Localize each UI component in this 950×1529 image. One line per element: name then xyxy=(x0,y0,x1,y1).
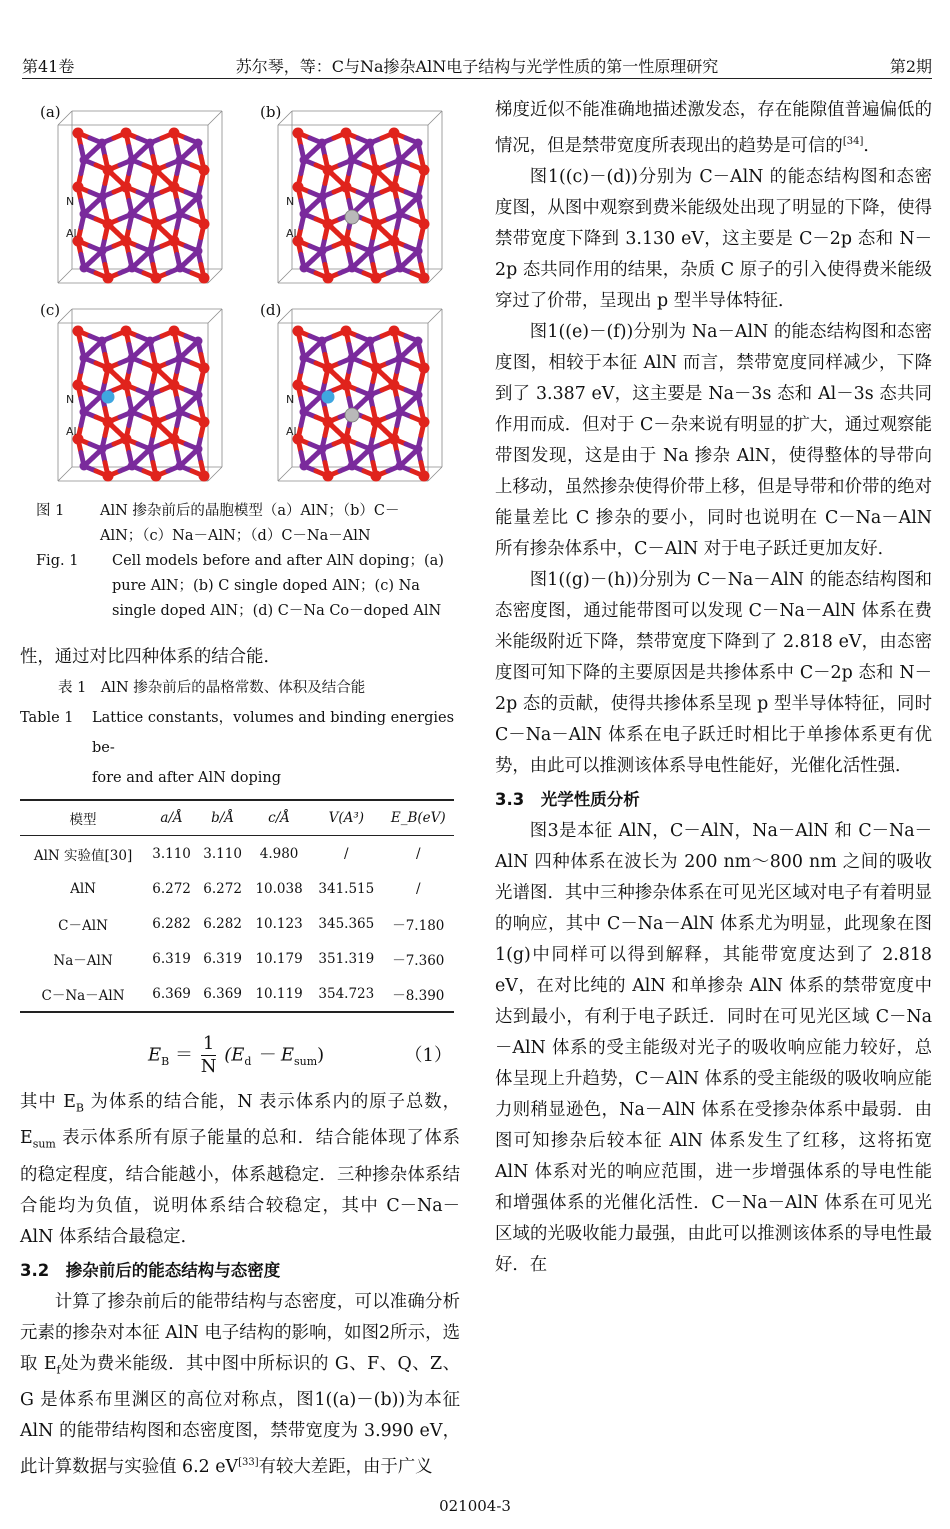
paragraph: 性，通过对比四种体系的结合能． xyxy=(20,647,281,667)
aluminum-atom xyxy=(146,139,155,148)
aluminum-atom xyxy=(194,193,203,202)
aluminum-atom xyxy=(80,408,89,417)
table-cell: 6.369 xyxy=(197,976,248,1012)
aluminum-atom xyxy=(80,354,89,363)
aluminum-atom xyxy=(176,264,185,273)
sodium-atom xyxy=(102,391,115,404)
aluminum-atom xyxy=(348,264,357,273)
caption-en-head: Fig. 1 xyxy=(36,553,79,569)
nitrogen-atom xyxy=(121,380,132,391)
aluminum-atom xyxy=(146,247,155,256)
table-row xyxy=(20,941,454,976)
nitrogen-atom xyxy=(341,236,352,247)
table-header-row xyxy=(20,800,454,836)
figure-panel-d xyxy=(260,301,460,491)
table-cell: 3.110 xyxy=(152,845,191,862)
nitrogen-atom xyxy=(121,128,132,139)
aluminum-atom xyxy=(396,354,405,363)
aluminum-atom xyxy=(128,408,137,417)
nitrogen-atom xyxy=(121,182,132,193)
eq-term: － E xyxy=(251,1044,294,1066)
table-header: c/Å xyxy=(248,800,310,836)
nitrogen-atom xyxy=(419,273,430,284)
aluminum-atom xyxy=(98,337,107,346)
text-run: 处为费米能级．其中图中所标识的 G、F、Q、Z、G 是体系布里渊区的高位对称点，图1((a)－(b))为本征 AlN 的能带结构图和态密度图，禁带宽度为 3.990 eV，此计算数据与实验值 6.2 eV xyxy=(20,1353,460,1478)
aluminum-atom xyxy=(318,193,327,202)
atom-label-n: N xyxy=(66,393,75,406)
aluminum-atom xyxy=(348,354,357,363)
atom-label-al: Al xyxy=(66,227,77,240)
table-header: a/Å xyxy=(146,800,197,836)
aluminum-atom xyxy=(414,193,423,202)
table-cell: 3.110 xyxy=(203,845,242,862)
paragraph xyxy=(20,1287,460,1483)
aluminum-atom xyxy=(366,391,375,400)
atom-label-n: N xyxy=(66,195,75,208)
table-cell: AlN 实验值[30] xyxy=(33,847,133,864)
panel-label: (b) xyxy=(260,103,282,121)
table-cell: 4.980 xyxy=(259,845,299,862)
nitrogen-atom xyxy=(73,326,84,337)
table-cell: 345.365 xyxy=(318,915,375,932)
aluminum-atom xyxy=(98,247,107,256)
aluminum-atom xyxy=(348,462,357,471)
table-cell: Na－AlN xyxy=(53,952,113,969)
aluminum-atom xyxy=(146,337,155,346)
cell-edge xyxy=(278,467,292,481)
carbon-atom xyxy=(345,408,359,422)
text-run: 有较大差距，由于广义 xyxy=(258,1457,433,1478)
nitrogen-atom xyxy=(323,363,334,374)
figure-panel-a xyxy=(40,103,240,293)
nitrogen-atom xyxy=(169,380,180,391)
atom-label-n: N xyxy=(286,195,295,208)
table-cell: 6.369 xyxy=(146,976,197,1012)
nitrogen-atom xyxy=(199,273,210,284)
eq-term: ) xyxy=(317,1044,325,1066)
table-cell: 354.723 xyxy=(310,976,383,1012)
aluminum-atom xyxy=(98,139,107,148)
table-cell: C－AlN xyxy=(58,917,108,934)
aluminum-atom xyxy=(414,139,423,148)
aluminum-atom xyxy=(414,391,423,400)
nitrogen-atom xyxy=(169,182,180,193)
cell-edge xyxy=(208,111,222,125)
citation: [33] xyxy=(238,1457,259,1469)
nitrogen-atom xyxy=(293,128,304,139)
figure-panel-c xyxy=(40,301,240,491)
table-cell: / xyxy=(344,845,349,862)
table-cell: 6.272 xyxy=(203,880,242,897)
sodium-atom xyxy=(322,391,335,404)
nitrogen-atom xyxy=(103,219,114,230)
aluminum-atom xyxy=(366,193,375,202)
paragraph: 图1((e)－(f))分别为 Na－AlN 的能态结构图和态密度图，相较于本征 AlN 而言，禁带宽度同样减少，下降到了 3.387 eV，这主要是 Na－3s 态和 Al－3s 态共同作用而成．但对于 C－杂来说有明显的扩大，通过观察能带图发现，这是由于 Na 掺杂 AlN，使得整体的导带向上移动，虽然掺杂使得价带上移，但是导带和价带的绝对能量差比 C 掺杂的要小，同时也说明在 C－Na－AlN 所有掺杂体系中，C－AlN 对于电子跃迁更加友好． xyxy=(495,321,932,559)
table-row xyxy=(20,906,454,941)
table-cell: 10.179 xyxy=(255,950,303,967)
nitrogen-atom xyxy=(389,326,400,337)
aluminum-atom xyxy=(318,337,327,346)
crystal-model-na-aln xyxy=(40,301,240,491)
aluminum-atom xyxy=(318,445,327,454)
text-subscript: sum xyxy=(32,1137,56,1151)
aluminum-atom xyxy=(414,247,423,256)
running-header xyxy=(22,52,932,79)
table-cell: 351.319 xyxy=(318,950,375,967)
aluminum-atom xyxy=(176,462,185,471)
aluminum-atom xyxy=(366,247,375,256)
nitrogen-atom xyxy=(371,363,382,374)
panel-label: (a) xyxy=(40,103,61,121)
nitrogen-atom xyxy=(199,219,210,230)
nitrogen-atom xyxy=(323,165,334,176)
aluminum-atom xyxy=(318,247,327,256)
aluminum-atom xyxy=(194,337,203,346)
nitrogen-atom xyxy=(169,128,180,139)
table-header: b/Å xyxy=(197,800,248,836)
nitrogen-atom xyxy=(103,417,114,428)
figure-1 xyxy=(20,95,460,495)
cell-edge xyxy=(278,269,292,283)
nitrogen-atom xyxy=(389,434,400,445)
aluminum-atom xyxy=(128,210,137,219)
paragraph: 图3是本征 AlN，C－AlN，Na－AlN 和 C－Na－AlN 四种体系在波长为 200 nm～800 nm 之间的吸收光谱图．其中三种掺杂体系在可见光区域对电子有着明显的响应，其中 C－Na－AlN 体系尤为明显，此现象在图1(g)中同样可以得到解释，其能带宽度达到了 2.818 eV，在对比纯的 AlN 和单掺杂 AlN 体系的禁带宽度中达到最小，有利于电子跃迁．同时在可见光区域 C－Na－AlN 体系的受主能级对光子的吸收响应能力较好，总体呈现上升趋势，C－AlN 体系的受主能级的吸收响应能力则稍显逊色，Na－AlN 体系在受掺杂体系中最弱．由图可知掺杂后较本征 AlN 体系发生了红移，这将拓宽 AlN 体系对光的响应范围，进一步增强体系的导电性能和增强体系的光催化活性．C－Na－AlN 体系在可见光区域的光吸收能力最强，由此可以推测该体系的导电性最好．在 xyxy=(495,820,932,1275)
eq-equals: ＝ xyxy=(174,1044,193,1066)
nitrogen-atom xyxy=(371,165,382,176)
table-cell: －7.180 xyxy=(392,917,445,934)
table-cell: 6.272 xyxy=(152,880,191,897)
nitrogen-atom xyxy=(389,128,400,139)
crystal-model-c-na-aln xyxy=(260,301,460,491)
aluminum-atom xyxy=(396,264,405,273)
running-title: 苏尔琴，等：C与Na掺杂AlN电子结构与光学性质的第一性原理研究 xyxy=(235,57,719,76)
nitrogen-atom xyxy=(371,471,382,482)
nitrogen-atom xyxy=(103,165,114,176)
nitrogen-atom xyxy=(169,434,180,445)
aluminum-atom xyxy=(146,391,155,400)
table-cell: 10.123 xyxy=(255,915,303,932)
aluminum-atom xyxy=(396,462,405,471)
table-cell: 6.319 xyxy=(203,950,242,967)
aluminum-atom xyxy=(80,264,89,273)
nitrogen-atom xyxy=(73,128,84,139)
text-run: 其中 E xyxy=(20,1092,76,1112)
cell-edge xyxy=(208,309,222,323)
table-cell: 6.282 xyxy=(203,915,242,932)
equation-number: （1） xyxy=(404,1045,452,1066)
caption-en-line: Cell models before and after AlN doping；(a) xyxy=(112,553,444,569)
aluminum-atom xyxy=(98,445,107,454)
nitrogen-atom xyxy=(419,219,430,230)
aluminum-atom xyxy=(146,445,155,454)
text-subscript: f xyxy=(56,1363,61,1377)
table-cell: / xyxy=(416,880,421,897)
nitrogen-atom xyxy=(323,417,334,428)
caption-en-line: single doped AlN；(d) C－Na Co－doped AlN xyxy=(112,603,442,619)
nitrogen-atom xyxy=(419,417,430,428)
paragraph xyxy=(495,95,932,162)
nitrogen-atom xyxy=(419,471,430,482)
aluminum-atom xyxy=(176,354,185,363)
nitrogen-atom xyxy=(73,380,84,391)
aluminum-atom xyxy=(146,193,155,202)
aluminum-atom xyxy=(80,210,89,219)
aluminum-atom xyxy=(194,139,203,148)
paragraph: 图1((g)－(h))分别为 C－Na－AlN 的能态结构图和态密度图，通过能带图可以发现 C－Na－AlN 体系在费米能级附近下降，禁带宽度下降到了 2.818 eV，由态密度图可知下降的主要原因是共掺体系中 C－2p 态和 N－2p 态的贡献，使得共掺体系呈现 p 型半导体特征，同时 C－Na－AlN 体系在电子跃迁时相比于单掺体系更有优势，由此可以推测该体系导电性能好，光催化活性强． xyxy=(495,569,932,776)
table-cell: 6.319 xyxy=(152,950,191,967)
aluminum-atom xyxy=(300,462,309,471)
table-cell: －8.390 xyxy=(383,976,454,1012)
aluminum-atom xyxy=(300,354,309,363)
nitrogen-atom xyxy=(341,380,352,391)
nitrogen-atom xyxy=(341,326,352,337)
table-cell: AlN xyxy=(70,880,96,897)
nitrogen-atom xyxy=(199,363,210,374)
table-1-caption-en xyxy=(20,703,460,763)
eq-fraction xyxy=(201,1033,217,1078)
aluminum-atom xyxy=(80,156,89,165)
carbon-atom xyxy=(345,210,359,224)
nitrogen-atom xyxy=(323,219,334,230)
aluminum-atom xyxy=(176,408,185,417)
section-heading: 3.2 掺杂前后的能态结构与态密度 xyxy=(20,1260,281,1280)
aluminum-atom xyxy=(194,247,203,256)
aluminum-atom xyxy=(318,139,327,148)
atom-label-al: Al xyxy=(286,425,297,438)
page-number: 021004-3 xyxy=(439,1497,511,1515)
cell-edge xyxy=(208,467,222,481)
aluminum-atom xyxy=(300,156,309,165)
table-cell: 10.119 xyxy=(248,976,310,1012)
crystal-model-c-aln xyxy=(260,103,460,293)
aluminum-atom xyxy=(128,264,137,273)
table-cell: 341.515 xyxy=(318,880,375,897)
nitrogen-atom xyxy=(103,471,114,482)
table-caption-line: Lattice constants，volumes and binding energies be- xyxy=(92,710,455,756)
issue-label: 第2期 xyxy=(889,57,932,76)
nitrogen-atom xyxy=(199,165,210,176)
aluminum-atom xyxy=(128,462,137,471)
table-row xyxy=(20,871,454,906)
citation: [34] xyxy=(842,136,864,147)
nitrogen-atom xyxy=(151,165,162,176)
eq-subscript: B xyxy=(161,1055,170,1069)
aluminum-atom xyxy=(128,156,137,165)
table-1-caption-cn: 表 1 AlN 掺杂前后的晶格常数、体积及结合能 xyxy=(58,680,366,696)
nitrogen-atom xyxy=(121,434,132,445)
nitrogen-atom xyxy=(151,273,162,284)
nitrogen-atom xyxy=(341,182,352,193)
nitrogen-atom xyxy=(73,182,84,193)
text-run: 表示体系所有原子能量的总和．结合能体现了体系的稳定程度，结合能越小，体系越稳定．三种掺杂体系结合能均为负值，说明体系结合较稳定，其中 C－Na－AlN 体系结合最稳定． xyxy=(20,1128,460,1247)
cell-edge xyxy=(208,269,222,283)
nitrogen-atom xyxy=(103,273,114,284)
nitrogen-atom xyxy=(341,434,352,445)
panel-label: (c) xyxy=(40,301,61,319)
atom-label-al: Al xyxy=(286,227,297,240)
caption-cn-head: 图 1 xyxy=(36,503,65,519)
nitrogen-atom xyxy=(199,417,210,428)
left-column xyxy=(20,95,460,1483)
caption-cn-line: AlN；（c）Na－AlN；（d）C－Na－AlN xyxy=(100,528,371,544)
paragraph xyxy=(20,1087,460,1253)
aluminum-atom xyxy=(194,391,203,400)
figure-panel-b xyxy=(260,103,460,293)
eq-term: (E xyxy=(224,1044,245,1066)
table-cell: 10.038 xyxy=(255,880,303,897)
table-cell: －7.360 xyxy=(392,952,445,969)
table-header: V(A³) xyxy=(310,800,383,836)
aluminum-atom xyxy=(366,445,375,454)
cell-edge xyxy=(428,467,442,481)
nitrogen-atom xyxy=(389,236,400,247)
aluminum-atom xyxy=(414,445,423,454)
section-heading: 3.3 光学性质分析 xyxy=(495,789,640,809)
aluminum-atom xyxy=(176,156,185,165)
nitrogen-atom xyxy=(169,236,180,247)
atom-label-al: Al xyxy=(66,425,77,438)
nitrogen-atom xyxy=(293,326,304,337)
text-run: 为体系的结合能，N 表示体系内的原子总数，E xyxy=(20,1092,460,1149)
aluminum-atom xyxy=(128,354,137,363)
aluminum-atom xyxy=(98,193,107,202)
table-row xyxy=(20,976,454,1012)
crystal-model-aln xyxy=(40,103,240,293)
nitrogen-atom xyxy=(323,471,334,482)
aluminum-atom xyxy=(366,139,375,148)
nitrogen-atom xyxy=(389,182,400,193)
equation-1 xyxy=(20,1025,460,1087)
cell-edge xyxy=(428,269,442,283)
equation-body xyxy=(148,1033,324,1078)
eq-subscript: sum xyxy=(294,1055,318,1069)
volume-label: 第41卷 xyxy=(22,57,75,76)
aluminum-atom xyxy=(80,462,89,471)
cell-edge xyxy=(58,269,72,283)
table-caption-head: Table 1 xyxy=(20,710,74,726)
aluminum-atom xyxy=(300,408,309,417)
nitrogen-atom xyxy=(103,363,114,374)
aluminum-atom xyxy=(366,337,375,346)
right-column xyxy=(495,95,932,1281)
eq-numerator: 1 xyxy=(201,1033,217,1056)
paragraph: 图1((c)－(d))分别为 C－AlN 的能态结构图和态密度图，从图中观察到费米能级处出现了明显的下降，使得禁带宽度下降到 3.130 eV，这主要是 C－2p 态和 N－2p 态共同作用的结果，杂质 C 原子的引入使得费米能级穿过了价带，呈现出 p 型半导体特征． xyxy=(495,166,932,311)
nitrogen-atom xyxy=(419,363,430,374)
aluminum-atom xyxy=(300,264,309,273)
table-header: 模型 xyxy=(20,800,146,836)
nitrogen-atom xyxy=(371,273,382,284)
aluminum-atom xyxy=(396,156,405,165)
caption-en-line: pure AlN；(b) C single doped AlN；(c) Na xyxy=(112,578,420,594)
nitrogen-atom xyxy=(293,380,304,391)
nitrogen-atom xyxy=(419,165,430,176)
aluminum-atom xyxy=(396,210,405,219)
text-run: 梯度近似不能准确地描述激发态，存在能隙值普遍偏低的情况，但是禁带宽度所表现出的趋势是可信的 xyxy=(495,100,932,156)
table-cell: C－Na－AlN xyxy=(20,976,146,1012)
text-run: 计算了掺杂前后的能带结构与态密度，可以准确分析元素的掺杂对本征 AlN 电子结构的影响，如图2所示，选取 E xyxy=(20,1291,460,1374)
nitrogen-atom xyxy=(121,236,132,247)
aluminum-atom xyxy=(348,156,357,165)
nitrogen-atom xyxy=(323,273,334,284)
nitrogen-atom xyxy=(371,417,382,428)
nitrogen-atom xyxy=(199,471,210,482)
nitrogen-atom xyxy=(389,380,400,391)
nitrogen-atom xyxy=(151,471,162,482)
nitrogen-atom xyxy=(151,363,162,374)
cell-edge xyxy=(428,309,442,323)
aluminum-atom xyxy=(414,337,423,346)
aluminum-atom xyxy=(194,445,203,454)
text-run: ． xyxy=(863,135,881,156)
table-header: E_B(eV) xyxy=(383,800,454,836)
nitrogen-atom xyxy=(341,128,352,139)
table-row xyxy=(20,836,454,872)
lattice-table xyxy=(20,799,454,1013)
eq-subscript: d xyxy=(244,1055,252,1069)
text-subscript: B xyxy=(75,1101,84,1115)
nitrogen-atom xyxy=(121,326,132,337)
aluminum-atom xyxy=(176,210,185,219)
nitrogen-atom xyxy=(371,219,382,230)
atom-label-n: N xyxy=(286,393,295,406)
cell-edge xyxy=(58,467,72,481)
nitrogen-atom xyxy=(151,417,162,428)
caption-cn-line: AlN 掺杂前后的晶胞模型（a）AlN；（b）C－ xyxy=(100,503,400,519)
aluminum-atom xyxy=(396,408,405,417)
nitrogen-atom xyxy=(169,326,180,337)
eq-denominator: N xyxy=(200,1056,217,1077)
figure-1-caption xyxy=(20,499,460,624)
nitrogen-atom xyxy=(151,219,162,230)
table-cell: 6.282 xyxy=(152,915,191,932)
table-caption-line: fore and after AlN doping xyxy=(92,770,282,786)
panel-label: (d) xyxy=(260,301,282,319)
table-cell: / xyxy=(416,845,421,862)
eq-symbol: E xyxy=(148,1044,162,1066)
cell-edge xyxy=(428,111,442,125)
aluminum-atom xyxy=(300,210,309,219)
nitrogen-atom xyxy=(293,182,304,193)
